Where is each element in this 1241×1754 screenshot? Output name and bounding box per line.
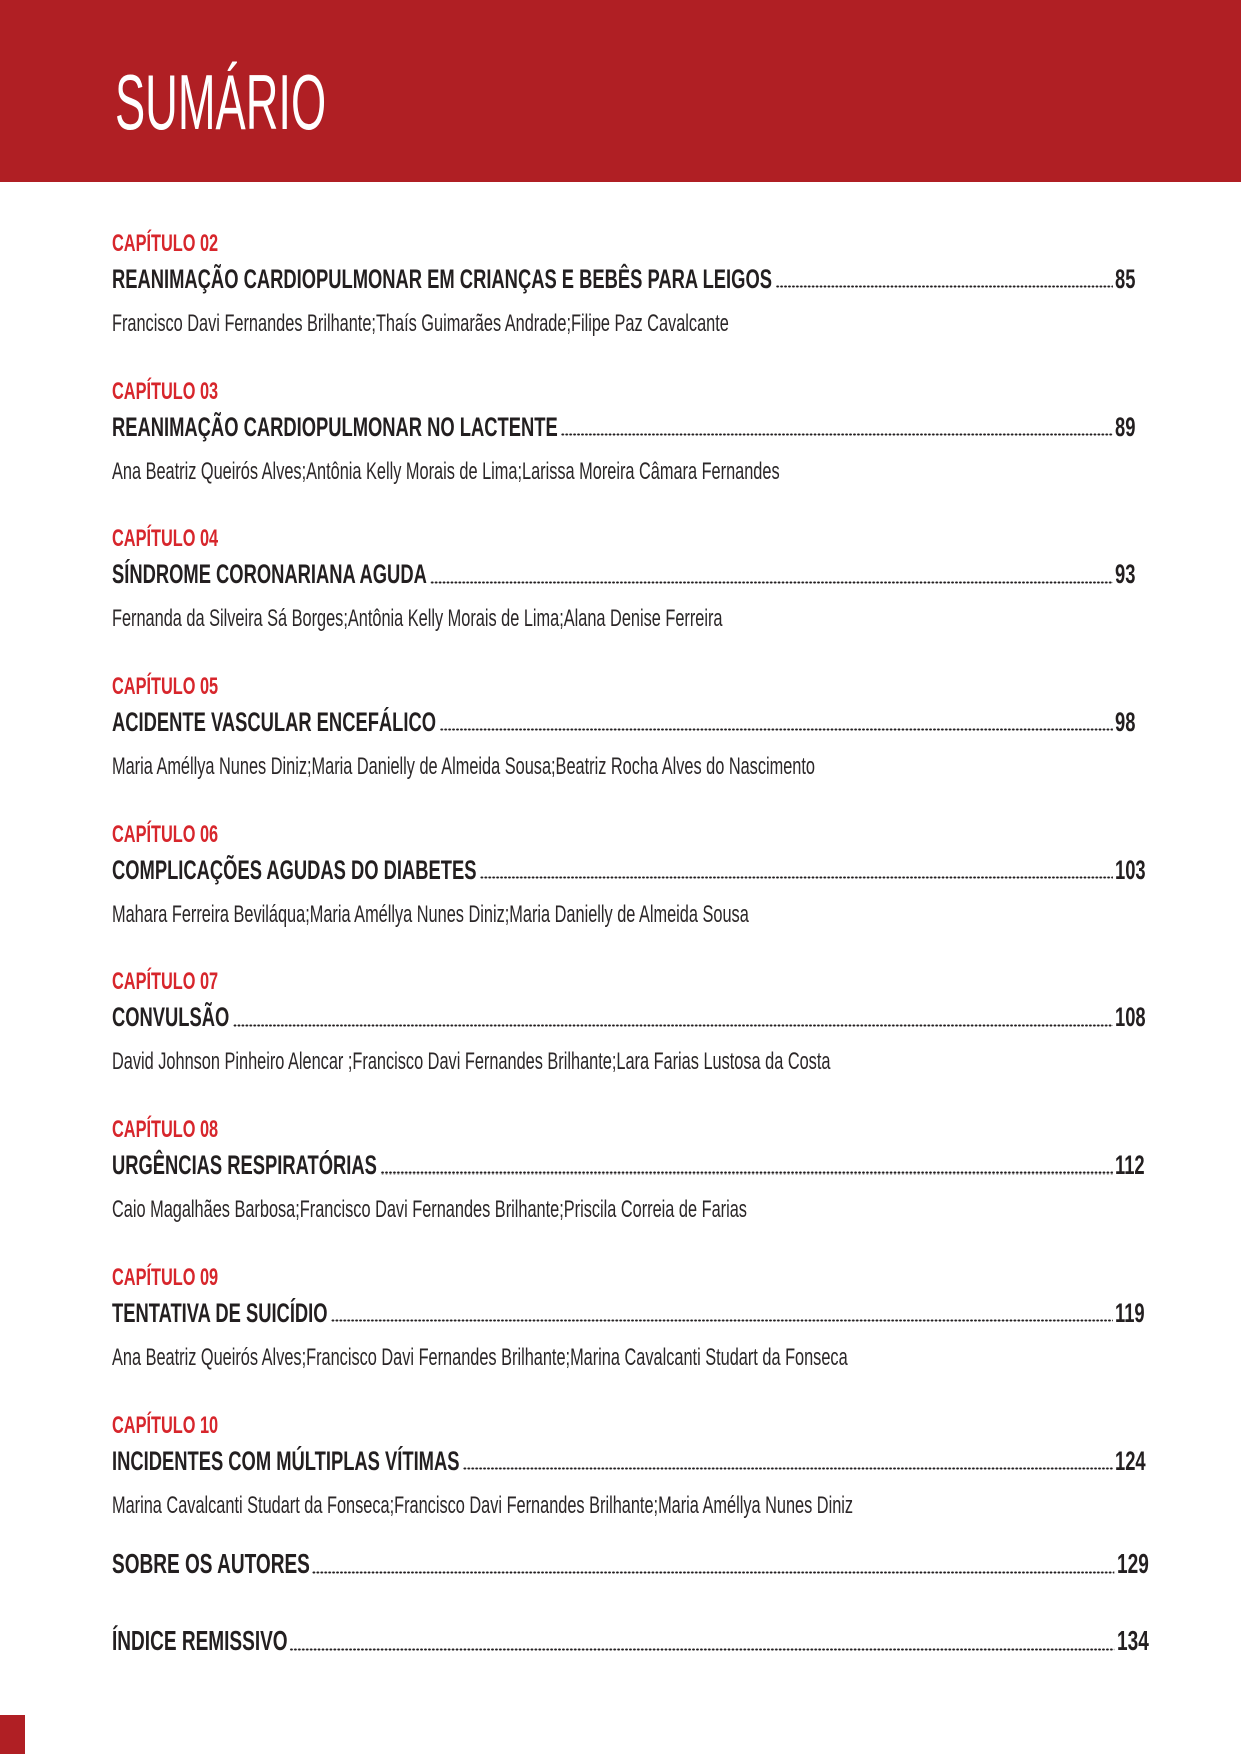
chapter-title-row	[112, 1147, 1159, 1183]
chapter-title-row	[112, 556, 1159, 592]
back-matter-row	[112, 1622, 1159, 1660]
dot-leader	[480, 876, 1113, 879]
chapter-number: CAPÍTULO 07	[112, 968, 219, 996]
chapter-number: CAPÍTULO 02	[112, 230, 219, 257]
chapter-title: URGÊNCIAS RESPIRATÓRIAS	[112, 1150, 377, 1181]
chapter-title-row	[112, 409, 1159, 445]
chapter-title: SÍNDROME CORONARIANA AGUDA	[112, 559, 427, 590]
chapter-authors: Francisco Davi Fernandes Brilhante;Thaís Guimarães Andrade;Filipe Paz Cavalcante	[112, 310, 729, 337]
dot-leader	[775, 285, 1113, 288]
header-band	[0, 0, 1241, 182]
table-of-contents	[112, 227, 1159, 1523]
dot-leader	[233, 1024, 1113, 1027]
dot-leader	[463, 1467, 1113, 1470]
page-number: 112	[1115, 1150, 1145, 1181]
chapter-entry	[112, 670, 1159, 784]
chapter-authors: Ana Beatriz Queirós Alves;Francisco Davi Fernandes Brilhante;Marina Cavalcanti Studart da Fonseca	[112, 1343, 848, 1371]
chapter-title: CONVULSÃO	[112, 1002, 230, 1033]
page-corner-tab	[0, 1715, 25, 1754]
chapter-title: REANIMAÇÃO CARDIOPULMONAR NO LACTENTE	[112, 411, 558, 442]
chapter-entry	[112, 375, 1159, 489]
chapter-title-row	[112, 1443, 1159, 1479]
chapter-entry	[112, 1409, 1159, 1523]
chapter-number: CAPÍTULO 10	[112, 1411, 219, 1439]
page-number: 103	[1115, 854, 1146, 885]
chapter-entry	[112, 1113, 1159, 1227]
chapter-title-row	[112, 999, 1159, 1035]
chapter-number: CAPÍTULO 03	[112, 377, 219, 405]
back-matter-title: ÍNDICE REMISSIVO	[112, 1625, 288, 1656]
dot-leader	[430, 581, 1113, 584]
back-matter-title: SOBRE OS AUTORES	[112, 1548, 310, 1579]
chapter-title-row	[112, 852, 1159, 888]
chapter-authors: Caio Magalhães Barbosa;Francisco Davi Fernandes Brilhante;Priscila Correia de Farias	[112, 1196, 747, 1224]
page-number: 134	[1117, 1625, 1149, 1656]
chapter-title-row	[112, 261, 1159, 297]
dot-leader	[331, 1319, 1113, 1322]
chapter-authors: Mahara Ferreira Beviláqua;Maria Améllya Nunes Diniz;Maria Danielly de Almeida Sousa	[112, 900, 749, 928]
chapter-authors: Maria Améllya Nunes Diniz;Maria Danielly de Almeida Sousa;Beatriz Rocha Alves do Nascimento	[112, 753, 815, 781]
dot-leader	[290, 1648, 1115, 1651]
page-number: 129	[1117, 1548, 1149, 1579]
page-number: 124	[1115, 1445, 1146, 1476]
chapter-number: CAPÍTULO 04	[112, 525, 219, 553]
chapter-entry	[112, 818, 1159, 932]
chapter-number: CAPÍTULO 09	[112, 1263, 219, 1291]
back-matter-row	[112, 1545, 1159, 1583]
page-number: 108	[1115, 1002, 1146, 1033]
page-number: 89	[1115, 411, 1136, 442]
dot-leader	[312, 1571, 1114, 1574]
chapter-title: ACIDENTE VASCULAR ENCEFÁLICO	[112, 707, 437, 738]
chapter-authors: Marina Cavalcanti Studart da Fonseca;Francisco Davi Fernandes Brilhante;Maria Améllya Nunes Diniz	[112, 1491, 854, 1519]
page-number: 98	[1115, 707, 1136, 738]
chapter-title: COMPLICAÇÕES AGUDAS DO DIABETES	[112, 854, 477, 885]
chapter-title: INCIDENTES COM MÚLTIPLAS VÍTIMAS	[112, 1445, 460, 1476]
chapter-number: CAPÍTULO 06	[112, 820, 219, 848]
chapter-entry	[112, 1261, 1159, 1375]
page-number: 85	[1115, 264, 1136, 294]
chapter-title: TENTATIVA DE SUICÍDIO	[112, 1297, 328, 1328]
chapter-authors: Fernanda da Silveira Sá Borges;Antônia Kelly Morais de Lima;Alana Denise Ferreira	[112, 605, 723, 633]
dot-leader	[439, 728, 1113, 731]
page-title: SUMÁRIO	[115, 58, 327, 146]
page-number: 119	[1115, 1297, 1145, 1328]
back-matter-list	[112, 1545, 1159, 1660]
chapter-title-row	[112, 704, 1159, 740]
chapter-title: REANIMAÇÃO CARDIOPULMONAR EM CRIANÇAS E BEBÊS PARA LEIGOS	[112, 264, 772, 294]
chapter-entry	[112, 965, 1159, 1079]
chapter-title-row	[112, 1295, 1159, 1331]
page-number: 93	[1115, 559, 1136, 590]
chapter-authors: David Johnson Pinheiro Alencar ;Francisco Davi Fernandes Brilhante;Lara Farias Lustosa da Costa	[112, 1048, 831, 1076]
chapter-entry	[112, 522, 1159, 636]
chapter-authors: Ana Beatriz Queirós Alves;Antônia Kelly Morais de Lima;Larissa Moreira Câmara Fernandes	[112, 457, 780, 485]
dot-leader	[380, 1171, 1113, 1174]
chapter-number: CAPÍTULO 08	[112, 1116, 219, 1144]
dot-leader	[561, 433, 1113, 436]
chapter-entry	[112, 227, 1159, 341]
chapter-number: CAPÍTULO 05	[112, 673, 219, 701]
